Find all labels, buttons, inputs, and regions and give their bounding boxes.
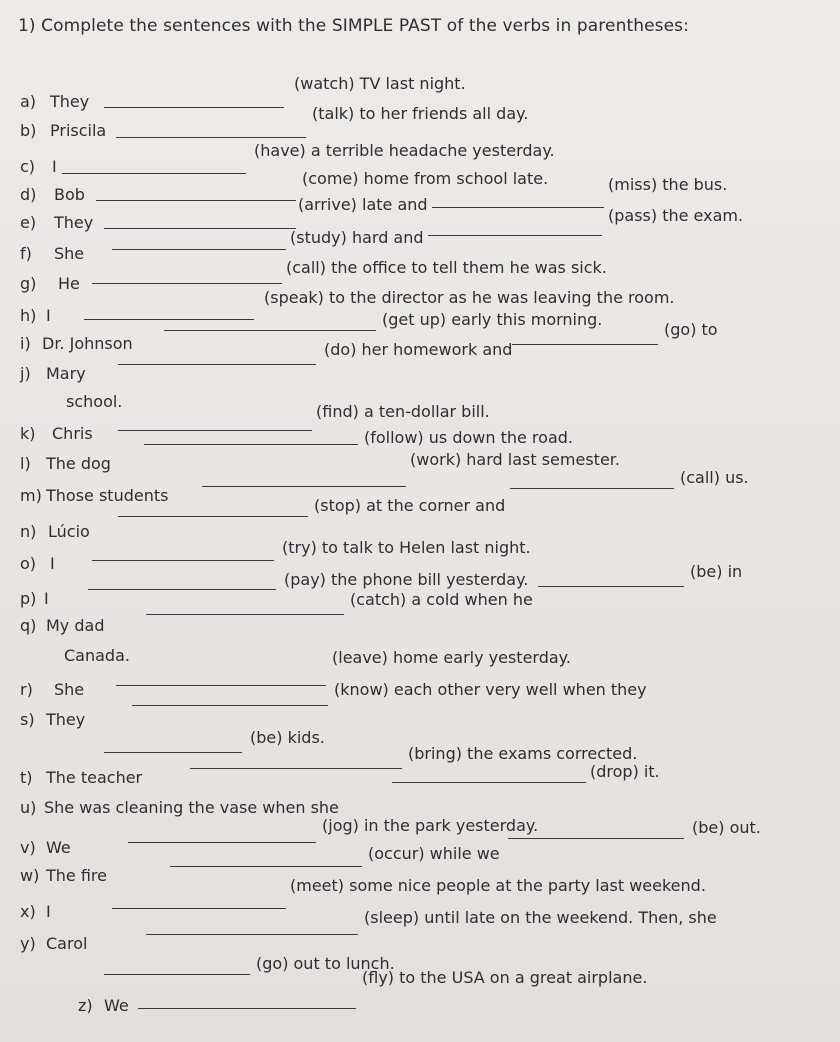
item-subject: Mary [46,364,86,383]
item-label: s) [20,710,35,729]
item-continuation: (be) kids. [250,728,325,747]
answer-blank[interactable] [104,107,284,108]
item-verb: (work) hard last semester. [410,450,620,469]
item-subject: Bob [54,185,85,204]
answer-blank[interactable] [84,319,254,320]
item-label: j) [20,364,31,383]
item-verb-2: (miss) the bus. [608,175,728,194]
answer-blank[interactable] [116,685,326,686]
item-verb-2: (pass) the exam. [608,206,744,225]
item-subject: Those students [46,486,169,505]
item-verb: (get up) early this morning. [382,310,603,329]
item-verb: (stop) at the corner and [314,496,506,515]
item-subject: Chris [52,424,93,443]
answer-blank[interactable] [144,444,358,445]
answer-blank-2[interactable] [104,752,242,753]
item-label: h) [20,306,37,325]
item-label: t) [20,768,33,787]
item-subject: We [46,838,71,857]
item-verb: (come) home from school late. [302,169,549,188]
item-subject: Lúcio [48,522,90,541]
item-subject: My dad [46,616,105,635]
item-label: e) [20,213,37,232]
answer-blank-2[interactable] [432,207,604,208]
answer-blank-2[interactable] [510,488,674,489]
answer-blank[interactable] [116,137,306,138]
answer-blank[interactable] [164,330,376,331]
exercise-t [0,744,840,800]
answer-blank-2[interactable] [512,344,658,345]
item-verb: (find) a ten-dollar bill. [316,402,490,421]
answer-blank[interactable] [118,364,316,365]
answer-blank[interactable] [392,782,586,783]
item-subject: He [58,274,80,293]
item-label: m) [20,486,42,505]
item-verb: (call) the office to tell them he was sick. [286,258,607,277]
item-subject: I [52,157,57,176]
answer-blank[interactable] [118,430,312,431]
item-label: i) [20,334,31,353]
answer-blank[interactable] [88,589,276,590]
item-label: n) [20,522,37,541]
item-verb: (jog) in the park yesterday. [322,816,539,835]
item-subject: Carol [46,934,88,953]
answer-blank-2[interactable] [538,586,684,587]
answer-blank[interactable] [190,768,402,769]
answer-blank[interactable] [146,934,358,935]
item-label: w) [20,866,40,885]
item-verb: (fly) to the USA on a great airplane. [362,968,648,987]
item-label: c) [20,157,36,176]
item-continuation: (go) out to lunch. [256,954,395,973]
item-subject: They [54,213,94,232]
answer-blank[interactable] [170,866,362,867]
instruction: 1) Complete the sentences with the SIMPLE PAST of the verbs in parentheses: [18,16,689,36]
item-label: o) [20,554,37,573]
item-verb-2: (call) us. [680,468,749,487]
item-verb: (occur) while we [368,844,500,863]
answer-blank[interactable] [92,283,282,284]
exercise-z [0,968,840,1024]
item-verb-2: (be) out. [692,818,761,837]
item-label: z) [78,996,93,1015]
item-verb-2: (go) to [664,320,718,339]
item-label: f) [20,244,32,263]
item-subject: They [46,710,86,729]
item-verb: (have) a terrible headache yesterday. [254,141,555,160]
item-verb: (study) hard and [290,228,424,247]
item-subject: The dog [46,454,111,473]
answer-blank-2[interactable] [508,838,684,839]
answer-blank[interactable] [146,614,344,615]
item-subject: The fire [46,866,107,885]
item-verb: (try) to talk to Helen last night. [282,538,531,557]
item-label: v) [20,838,36,857]
item-verb: (drop) it. [590,762,660,781]
item-continuation: Canada. [64,646,130,665]
item-verb: (bring) the exams corrected. [408,744,638,763]
item-label: x) [20,902,36,921]
item-verb-2: (be) in [690,562,743,581]
item-verb: (know) each other very well when they [334,680,647,699]
item-verb: (arrive) late and [298,195,428,214]
item-verb: (sleep) until late on the weekend. Then, she [364,908,717,927]
item-label: r) [20,680,33,699]
answer-blank[interactable] [138,1008,356,1009]
item-verb: (watch) TV last night. [294,74,466,93]
item-label: k) [20,424,36,443]
item-verb: (pay) the phone bill yesterday. [284,570,529,589]
item-verb: (leave) home early yesterday. [332,648,571,667]
exercise-y [0,908,840,973]
item-label: g) [20,274,37,293]
item-subject: I [50,554,55,573]
answer-blank[interactable] [104,228,296,229]
answer-blank[interactable] [132,705,328,706]
item-subject: I [46,902,51,921]
item-subject: She was cleaning the vase when she [44,798,339,817]
item-label: q) [20,616,37,635]
item-verb: (catch) a cold when he [350,590,533,609]
item-subject: She [54,244,85,263]
item-subject: We [104,996,129,1015]
answer-blank[interactable] [112,249,286,250]
item-verb: (speak) to the director as he was leaving the room. [264,288,675,307]
item-verb: (meet) some nice people at the party last weekend. [290,876,706,895]
item-label: l) [20,454,31,473]
answer-blank[interactable] [112,908,286,909]
item-label: u) [20,798,37,817]
item-subject: The teacher [46,768,143,787]
answer-blank[interactable] [202,486,406,487]
item-label: p) [20,589,37,608]
answer-blank[interactable] [128,842,316,843]
item-label: y) [20,934,36,953]
answer-blank[interactable] [62,173,246,174]
item-label: b) [20,121,37,140]
answer-blank-2[interactable] [104,974,250,975]
item-subject: Priscila [50,121,107,140]
item-subject: Dr. Johnson [42,334,133,353]
item-verb: (talk) to her friends all day. [312,104,529,123]
item-verb: (follow) us down the road. [364,428,573,447]
item-label: d) [20,185,37,204]
answer-blank[interactable] [92,560,274,561]
item-continuation: school. [66,392,123,411]
answer-blank[interactable] [96,200,296,201]
answer-blank[interactable] [118,516,308,517]
item-verb: (do) her homework and [324,340,513,359]
item-subject: I [46,306,51,325]
answer-blank-2[interactable] [428,235,602,236]
item-subject: I [44,589,49,608]
item-label: a) [20,92,37,111]
item-subject: She [54,680,85,699]
item-subject: They [50,92,90,111]
